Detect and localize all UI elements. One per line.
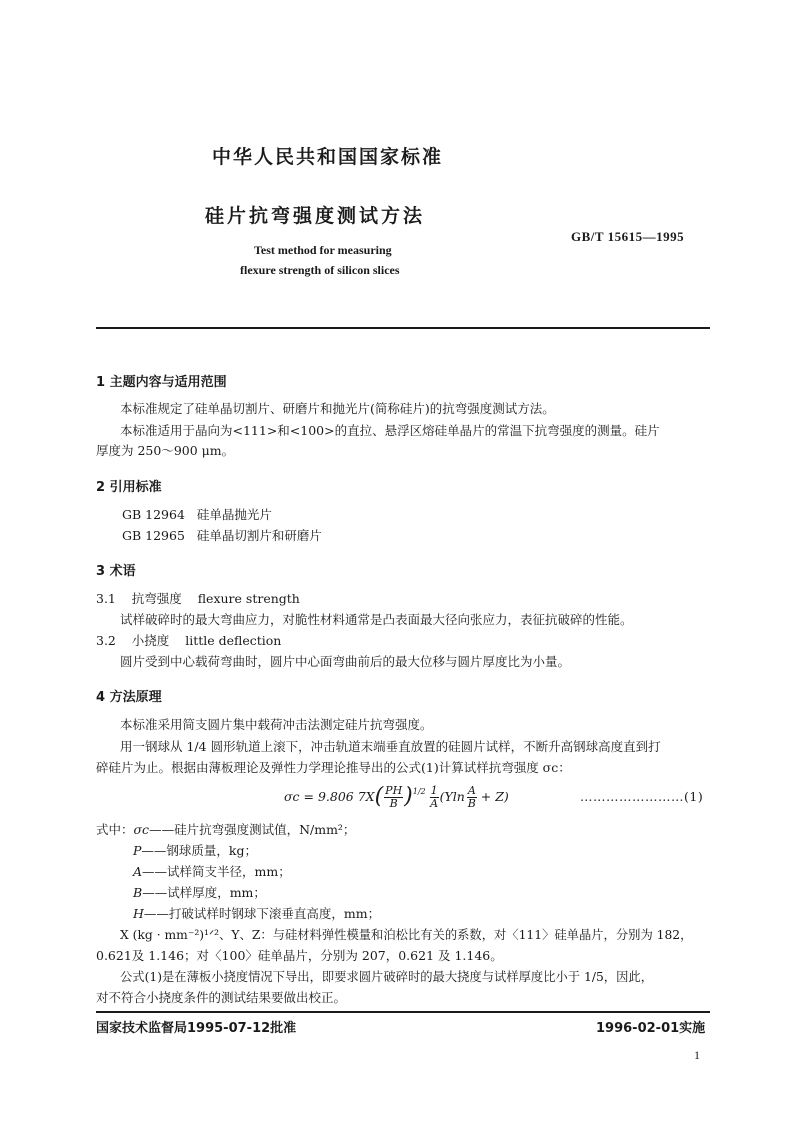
variable-line xyxy=(133,883,266,903)
reference-code: GB 12964 xyxy=(122,507,185,522)
reference-title: 硅单晶抛光片 xyxy=(196,507,272,522)
footer-rule xyxy=(96,1011,710,1013)
approval-statement: 国家技术监督局1995-07-12批准 xyxy=(96,1021,297,1036)
term-number: 3.1 xyxy=(96,591,116,606)
document-title-en-line1: Test method for measuring xyxy=(254,243,392,257)
xyz-coefficients-line-1: X (kg · mm⁻²)¹ᐟ²、Y、Z：与硅材料弹性模量和泊松比有关的系数，对〈111〉硅单晶片，分别为 182， xyxy=(120,928,693,942)
formula-fraction-a-b xyxy=(467,785,477,810)
variable-line xyxy=(133,904,380,924)
section-4-paragraph-2-line-2: 碎硅片为止。根据由薄板理论及弹性力学理论推导出的公式(1)计算试样抗弯强度 σc： xyxy=(96,760,571,775)
section-3-heading: 3 术语 xyxy=(96,564,136,579)
fraction-numerator: A xyxy=(467,783,476,797)
variable-symbol: P xyxy=(133,843,142,858)
variable-symbol: σc xyxy=(133,822,150,837)
national-standard-title: 中华人民共和国国家标准 xyxy=(212,146,444,168)
document-title-cn: 硅片抗弯强度测试方法 xyxy=(205,205,426,227)
variable-line xyxy=(133,862,291,882)
section-1-paragraph-2-line-1: 本标准适用于晶向为<111>和<100>的直拉、悬浮区熔硅单晶片的常温下抗弯强度的测量。硅片 xyxy=(120,423,660,438)
variable-description: ——硅片抗弯强度测试值，N/mm²； xyxy=(149,822,356,837)
formula-tail: + Z) xyxy=(480,789,509,804)
fraction-denominator: B xyxy=(389,796,398,810)
variable-description: ——试样厚度，mm； xyxy=(142,885,266,900)
formula-exponent: 1/2 xyxy=(412,787,426,796)
fraction-numerator: PH xyxy=(385,783,403,797)
variable-description: ——钢球质量，kg； xyxy=(141,843,257,858)
term-3-1 xyxy=(96,589,300,609)
reference-code: GB 12965 xyxy=(122,528,185,543)
section-1-paragraph-1: 本标准规定了硅单晶切割片、研磨片和抛光片(简称硅片)的抗弯强度测试方法。 xyxy=(120,401,555,416)
variable-line xyxy=(133,841,257,861)
header-rule xyxy=(96,327,710,329)
fraction-denominator: B xyxy=(467,796,476,810)
reference-item xyxy=(122,526,322,546)
variable-description: ——试样简支半径，mm； xyxy=(142,864,291,879)
term-name: 小挠度 xyxy=(131,633,170,648)
fraction-numerator: 1 xyxy=(430,783,438,797)
formula-lhs: σc = 9.806 7X xyxy=(284,789,375,804)
formula-number: ……………………(1) xyxy=(580,789,704,804)
section-4-paragraph-2-line-1: 用一钢球从 1/4 圆形轨道上滚下，冲击轨道末端垂直放置的硅圆片试样，不断升高钢球高度直到打 xyxy=(120,739,661,754)
term-3-2 xyxy=(96,631,281,651)
where-label: 式中： xyxy=(96,822,134,837)
term-3-2-definition: 圆片受到中心载荷弯曲时，圆片中心面弯曲前后的最大位移与圆片厚度比为小量。 xyxy=(120,654,571,669)
formula-middle: (Yln xyxy=(439,789,465,804)
fraction-denominator: A xyxy=(430,796,439,810)
term-english: little deflection xyxy=(185,633,282,648)
variable-symbol: A xyxy=(133,864,143,879)
variable-description: ——打破试样时钢球下滚垂直高度，mm； xyxy=(143,906,381,921)
section-1-heading: 1 主题内容与适用范围 xyxy=(96,375,227,390)
term-english: flexure strength xyxy=(197,591,300,606)
variable-symbol: H xyxy=(133,906,144,921)
implementation-date: 1996-02-01实施 xyxy=(596,1021,706,1036)
formula-fraction-1-a xyxy=(430,785,439,810)
reference-title: 硅单晶切割片和研磨片 xyxy=(196,528,322,543)
section-4-paragraph-3-line-1: 公式(1)是在薄板小挠度情况下导出，即要求圆片破碎时的最大挠度与试样厚度比小于 1/5，因此， xyxy=(120,970,653,984)
formula-fraction-ph-b xyxy=(384,785,403,810)
reference-item xyxy=(122,505,272,525)
formula-paren-close: ) xyxy=(404,784,413,809)
section-1-paragraph-2-line-2: 厚度为 250～900 μm。 xyxy=(96,443,235,458)
where-line xyxy=(96,820,355,840)
section-4-heading: 4 方法原理 xyxy=(96,690,162,705)
section-4-paragraph-3-line-2: 对不符合小挠度条件的测试结果要做出校正。 xyxy=(96,990,347,1005)
formula-1 xyxy=(284,780,509,814)
variable-symbol: B xyxy=(133,885,143,900)
section-4-paragraph-1: 本标准采用简支圆片集中载荷冲击法测定硅片抗弯强度。 xyxy=(120,717,433,732)
standard-code: GB/T 15615—1995 xyxy=(571,229,685,244)
term-name: 抗弯强度 xyxy=(131,591,182,606)
formula-paren-open: ( xyxy=(374,784,384,809)
document-title-en-line2: flexure strength of silicon slices xyxy=(240,263,400,277)
xyz-coefficients-line-2: 0.621及 1.146；对〈100〉硅单晶片，分别为 207，0.621 及 1.146。 xyxy=(96,948,503,963)
section-2-heading: 2 引用标准 xyxy=(96,480,162,495)
term-number: 3.2 xyxy=(96,633,116,648)
page-number: 1 xyxy=(694,1048,700,1062)
term-3-1-definition: 试样破碎时的最大弯曲应力，对脆性材料通常是凸表面最大径向张应力，表征抗破碎的性能。 xyxy=(120,612,633,627)
